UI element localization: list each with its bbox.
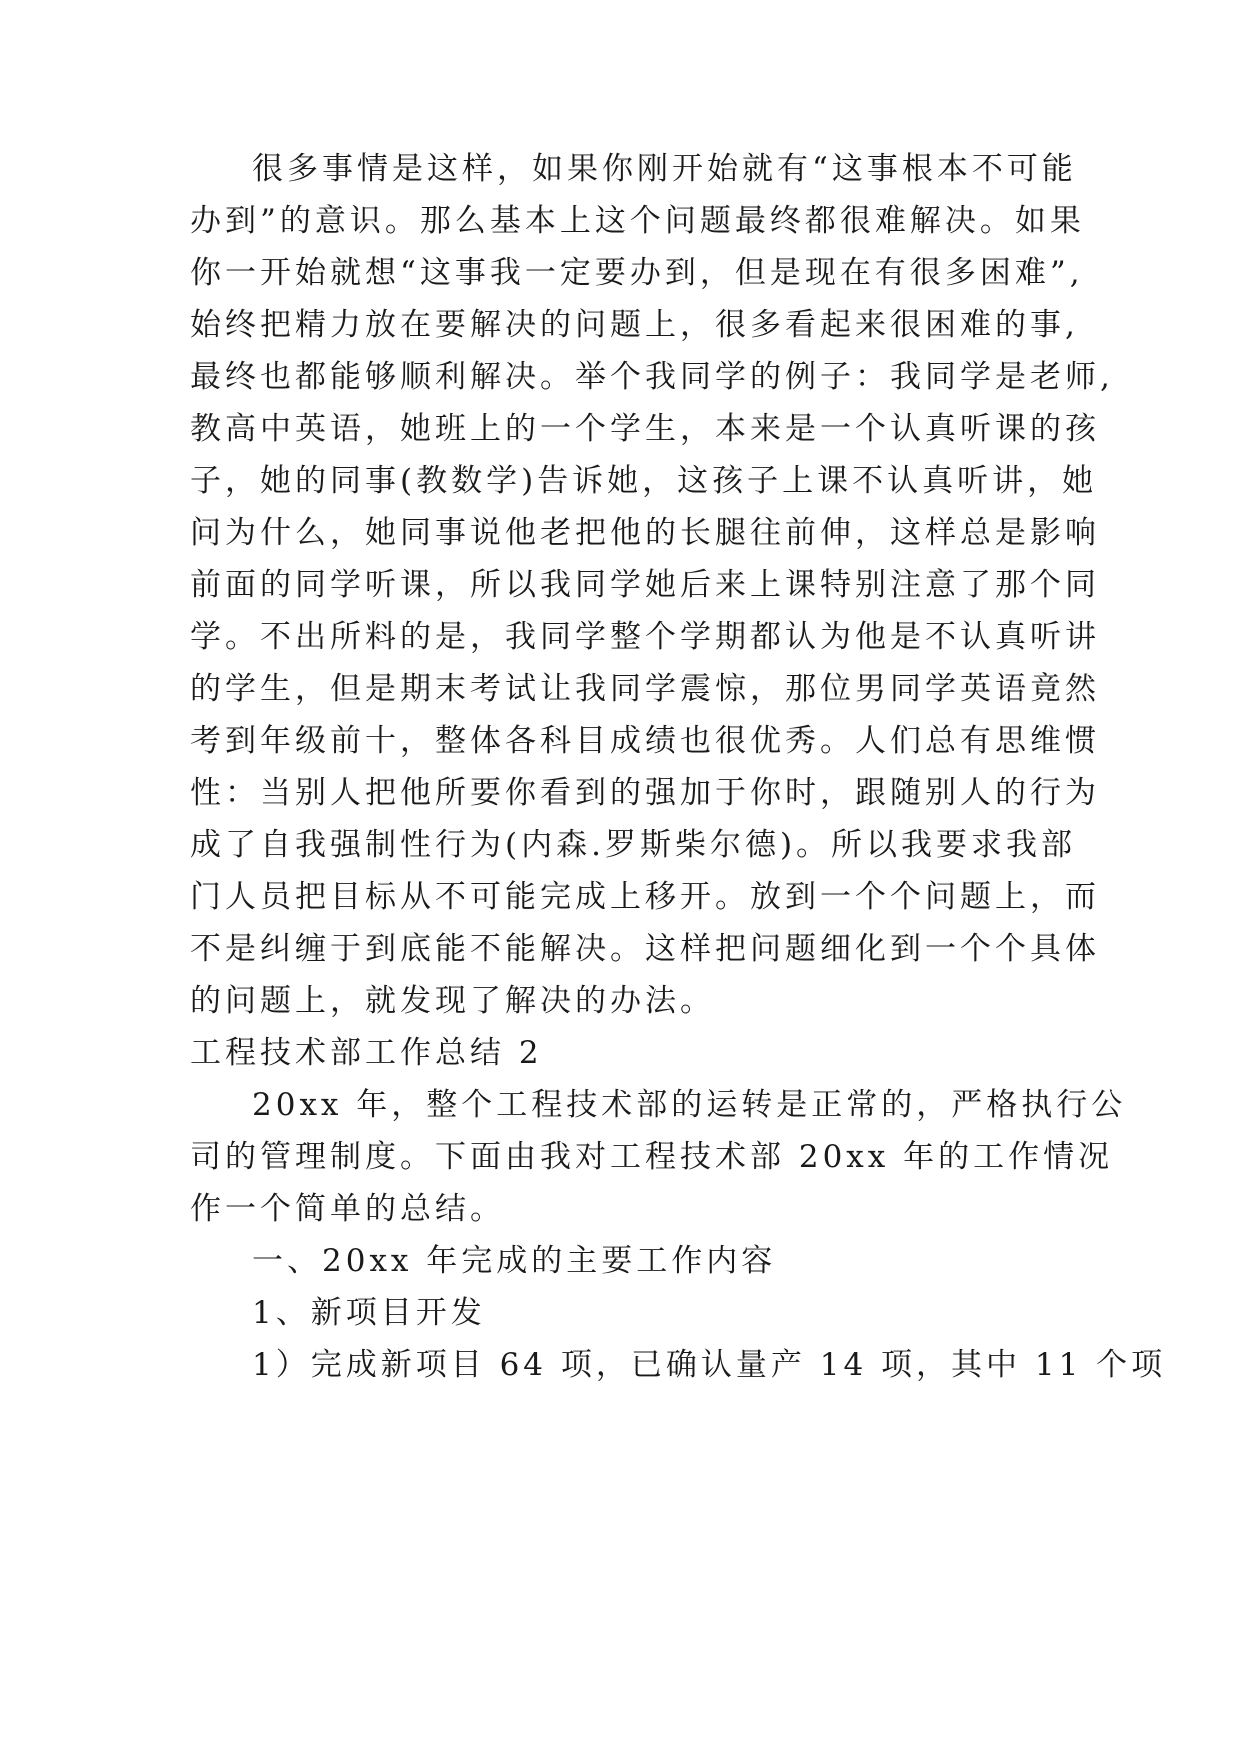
paragraph-line: 性：当别人把他所要你看到的强加于你时，跟随别人的行为 <box>190 775 1100 811</box>
paragraph-line: 前面的同学听课，所以我同学她后来上课特别注意了那个同 <box>190 567 1100 603</box>
paragraph-line: 学。不出所料的是，我同学整个学期都认为他是不认真听讲 <box>190 619 1100 655</box>
paragraph-line: 子，她的同事(教数学)告诉她，这孩子上课不认真听讲，她 <box>190 463 1098 499</box>
paragraph-line: 教高中英语，她班上的一个学生，本来是一个认真听课的孩 <box>190 411 1100 447</box>
paragraph-line: 考到年级前十，整体各科目成绩也很优秀。人们总有思维惯 <box>190 723 1100 759</box>
paragraph-line: 最终也都能够顺利解决。举个我同学的例子：我同学是老师, <box>190 359 1114 395</box>
paragraph-line: 门人员把目标从不可能完成上移开。放到一个个问题上，而 <box>190 879 1100 915</box>
paragraph-line: 的问题上，就发现了解决的办法。 <box>190 983 715 1019</box>
paragraph-line: 作一个简单的总结。 <box>190 1191 505 1227</box>
paragraph-line: 的学生，但是期末考试让我同学震惊，那位男同学英语竟然 <box>190 671 1100 707</box>
paragraph-line: 很多事情是这样，如果你刚开始就有“这事根本不可能 <box>252 151 1077 187</box>
paragraph-line: 不是纠缠于到底能不能解决。这样把问题细化到一个个具体 <box>190 931 1100 967</box>
subsection-title: 1、新项目开发 <box>252 1295 486 1331</box>
paragraph-line: 司的管理制度。下面由我对工程技术部 20xx 年的工作情况 <box>190 1139 1114 1175</box>
paragraph-line: 成了自我强制性行为(内森.罗斯柴尔德)。所以我要求我部 <box>190 827 1077 863</box>
section-title: 一、20xx 年完成的主要工作内容 <box>252 1243 777 1279</box>
list-item-line: 1）完成新项目 64 项，已确认量产 14 项，其中 11 个项 <box>252 1347 1167 1383</box>
section-heading: 工程技术部工作总结 2 <box>190 1035 543 1071</box>
paragraph-line: 办到”的意识。那么基本上这个问题最终都很难解决。如果 <box>190 203 1085 239</box>
paragraph-line: 问为什么，她同事说他老把他的长腿往前伸，这样总是影响 <box>190 515 1100 551</box>
paragraph-line: 始终把精力放在要解决的问题上，很多看起来很困难的事, <box>190 307 1079 343</box>
paragraph-line: 你一开始就想“这事我一定要办到，但是现在有很多困难”, <box>190 255 1084 291</box>
paragraph-line: 20xx 年，整个工程技术部的运转是正常的，严格执行公 <box>252 1087 1127 1123</box>
